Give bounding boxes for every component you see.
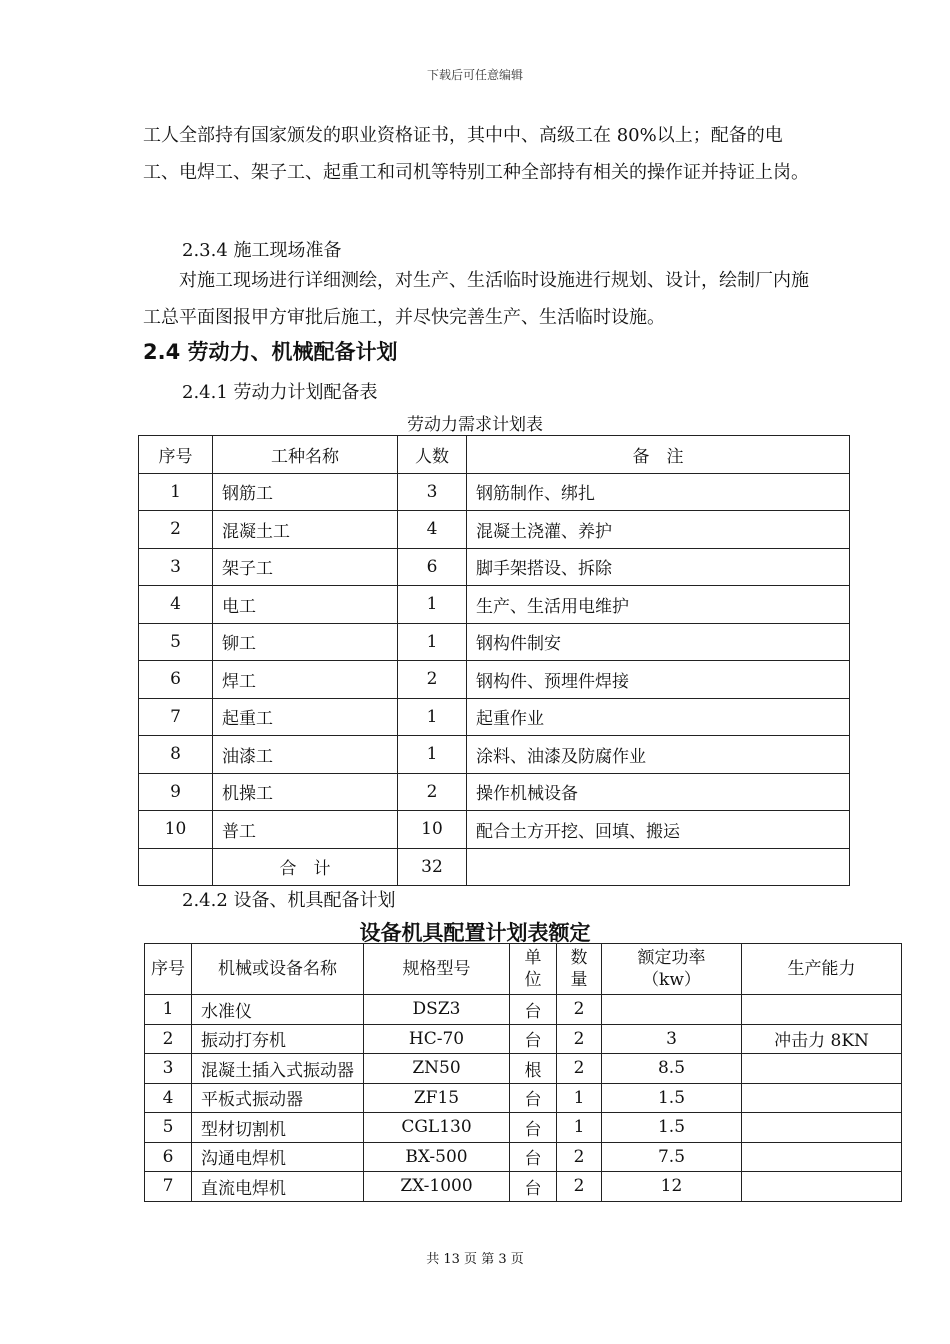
rated-power: 3 (602, 1024, 742, 1054)
unit: 台 (510, 1172, 557, 1202)
headcount: 10 (398, 811, 467, 849)
rated-power: 7.5 (602, 1142, 742, 1172)
quantity: 1 (557, 1113, 602, 1143)
model: HC-70 (364, 1024, 510, 1054)
table-row (145, 1172, 902, 1202)
total-row (139, 848, 850, 886)
remark: 生产、生活用电维护 (467, 586, 850, 624)
header-cell (602, 944, 742, 995)
total-value: 32 (398, 848, 467, 886)
row-no: 9 (139, 773, 213, 811)
row-no: 7 (139, 698, 213, 736)
header-cell (557, 944, 602, 995)
header-cell: 序号 (139, 436, 213, 474)
unit: 台 (510, 1142, 557, 1172)
table-row (139, 548, 850, 586)
model: CGL130 (364, 1113, 510, 1143)
rated-power: 1.5 (602, 1113, 742, 1143)
table-row (139, 623, 850, 661)
remark: 钢筋制作、绑扎 (467, 473, 850, 511)
equipment-table-caption: 设备机具配置计划表额定 (359, 921, 591, 945)
remark: 配合土方开挖、回填、搬运 (467, 811, 850, 849)
header-power-line2: （kw） (642, 970, 701, 990)
rated-power: 1.5 (602, 1083, 742, 1113)
subsection-title-site-prep: 2.3.4 施工现场准备 (182, 240, 342, 261)
row-no: 3 (145, 1054, 192, 1084)
rated-power: 12 (602, 1172, 742, 1202)
table-row (145, 995, 902, 1025)
capacity (742, 1142, 902, 1172)
header-power-line1: 额定功率 (637, 948, 706, 968)
header-cell: 备 注 (467, 436, 850, 474)
page-header: 下载后可任意编辑 (426, 68, 523, 82)
row-no: 3 (139, 548, 213, 586)
trade-name: 油漆工 (213, 736, 398, 774)
capacity: 冲击力 8KN (742, 1024, 902, 1054)
paragraph-qualifications: 工人全部持有国家颁发的职业资格证书，其中中、高级工在 80%以上；配备的电工、电焊工、架子工、起重工和司机等特别工种全部持有相关的操作证并持证上岗。 (143, 125, 809, 183)
table-row (145, 1142, 902, 1172)
trade-name: 混凝土工 (213, 511, 398, 549)
labor-table-caption: 劳动力需求计划表 (407, 415, 543, 435)
equipment-table (144, 943, 902, 1202)
row-no: 4 (139, 586, 213, 624)
table-row (139, 511, 850, 549)
remark: 脚手架搭设、拆除 (467, 548, 850, 586)
row-no: 5 (139, 623, 213, 661)
header-cell: 机械或设备名称 (192, 944, 364, 995)
row-no: 5 (145, 1113, 192, 1143)
table-row (145, 1113, 902, 1143)
trade-name: 机操工 (213, 773, 398, 811)
unit: 根 (510, 1054, 557, 1084)
unit: 台 (510, 1083, 557, 1113)
row-no: 10 (139, 811, 213, 849)
empty-cell (139, 848, 213, 886)
equipment-name: 直流电焊机 (192, 1172, 364, 1202)
empty-cell (467, 848, 850, 886)
headcount: 1 (398, 736, 467, 774)
capacity (742, 1172, 902, 1202)
total-label: 合 计 (213, 848, 398, 886)
quantity: 2 (557, 1054, 602, 1084)
unit: 台 (510, 1024, 557, 1054)
headcount: 4 (398, 511, 467, 549)
trade-name: 起重工 (213, 698, 398, 736)
table-row (139, 586, 850, 624)
headcount: 1 (398, 586, 467, 624)
row-no: 1 (139, 473, 213, 511)
headcount: 2 (398, 661, 467, 699)
trade-name: 普工 (213, 811, 398, 849)
table-row (139, 698, 850, 736)
table-row (145, 1024, 902, 1054)
table-header-row (145, 944, 902, 995)
row-no: 6 (145, 1142, 192, 1172)
unit: 台 (510, 995, 557, 1025)
trade-name: 电工 (213, 586, 398, 624)
quantity: 2 (557, 1024, 602, 1054)
header-cell: 规格型号 (364, 944, 510, 995)
remark: 钢构件制安 (467, 623, 850, 661)
subsection-title-equipment: 2.4.2 设备、机具配备计划 (182, 890, 396, 911)
table-row (139, 736, 850, 774)
equipment-name: 混凝土插入式振动器 (192, 1054, 364, 1084)
quantity: 2 (557, 1172, 602, 1202)
labor-table (138, 435, 850, 886)
quantity: 2 (557, 1142, 602, 1172)
capacity (742, 1113, 902, 1143)
equipment-name: 振动打夯机 (192, 1024, 364, 1054)
header-cell: 人数 (398, 436, 467, 474)
trade-name: 钢筋工 (213, 473, 398, 511)
model: ZX-1000 (364, 1172, 510, 1202)
remark: 混凝土浇灌、养护 (467, 511, 850, 549)
table-row (145, 1083, 902, 1113)
headcount: 3 (398, 473, 467, 511)
headcount: 2 (398, 773, 467, 811)
capacity (742, 995, 902, 1025)
row-no: 1 (145, 995, 192, 1025)
capacity (742, 1083, 902, 1113)
unit: 台 (510, 1113, 557, 1143)
model: ZN50 (364, 1054, 510, 1084)
equipment-name: 型材切割机 (192, 1113, 364, 1143)
header-qty-line1: 数 (570, 948, 588, 968)
row-no: 6 (139, 661, 213, 699)
header-cell: 工种名称 (213, 436, 398, 474)
row-no: 2 (139, 511, 213, 549)
header-cell (510, 944, 557, 995)
remark: 涂料、油漆及防腐作业 (467, 736, 850, 774)
row-no: 2 (145, 1024, 192, 1054)
header-unit-line1: 单 (524, 948, 542, 968)
section-heading: 2.4 劳动力、机械配备计划 (143, 340, 398, 364)
model: ZF15 (364, 1083, 510, 1113)
trade-name: 铆工 (213, 623, 398, 661)
capacity (742, 1054, 902, 1084)
header-unit-line2: 位 (524, 970, 542, 990)
equipment-name: 沟通电焊机 (192, 1142, 364, 1172)
model: DSZ3 (364, 995, 510, 1025)
header-cell: 序号 (145, 944, 192, 995)
equipment-name: 水准仪 (192, 995, 364, 1025)
remark: 操作机械设备 (467, 773, 850, 811)
quantity: 1 (557, 1083, 602, 1113)
equipment-name: 平板式振动器 (192, 1083, 364, 1113)
headcount: 6 (398, 548, 467, 586)
paragraph-site-prep: 对施工现场进行详细测绘，对生产、生活临时设施进行规划、设计，绘制厂内施工总平面图报甲方审批后施工，并尽快完善生产、生活临时设施。 (143, 270, 809, 328)
subsection-title-labor: 2.4.1 劳动力计划配备表 (182, 382, 378, 403)
page-footer: 共 13 页 第 3 页 (426, 1252, 524, 1267)
rated-power: 8.5 (602, 1054, 742, 1084)
table-row (139, 811, 850, 849)
row-no: 4 (145, 1083, 192, 1113)
row-no: 8 (139, 736, 213, 774)
table-row (139, 473, 850, 511)
remark: 起重作业 (467, 698, 850, 736)
table-row (139, 661, 850, 699)
headcount: 1 (398, 698, 467, 736)
headcount: 1 (398, 623, 467, 661)
row-no: 7 (145, 1172, 192, 1202)
table-row (145, 1054, 902, 1084)
header-qty-line2: 量 (570, 970, 588, 990)
header-cell: 生产能力 (742, 944, 902, 995)
table-row (139, 773, 850, 811)
rated-power (602, 995, 742, 1025)
model: BX-500 (364, 1142, 510, 1172)
remark: 钢构件、预埋件焊接 (467, 661, 850, 699)
trade-name: 焊工 (213, 661, 398, 699)
trade-name: 架子工 (213, 548, 398, 586)
quantity: 2 (557, 995, 602, 1025)
table-header-row (139, 436, 850, 474)
